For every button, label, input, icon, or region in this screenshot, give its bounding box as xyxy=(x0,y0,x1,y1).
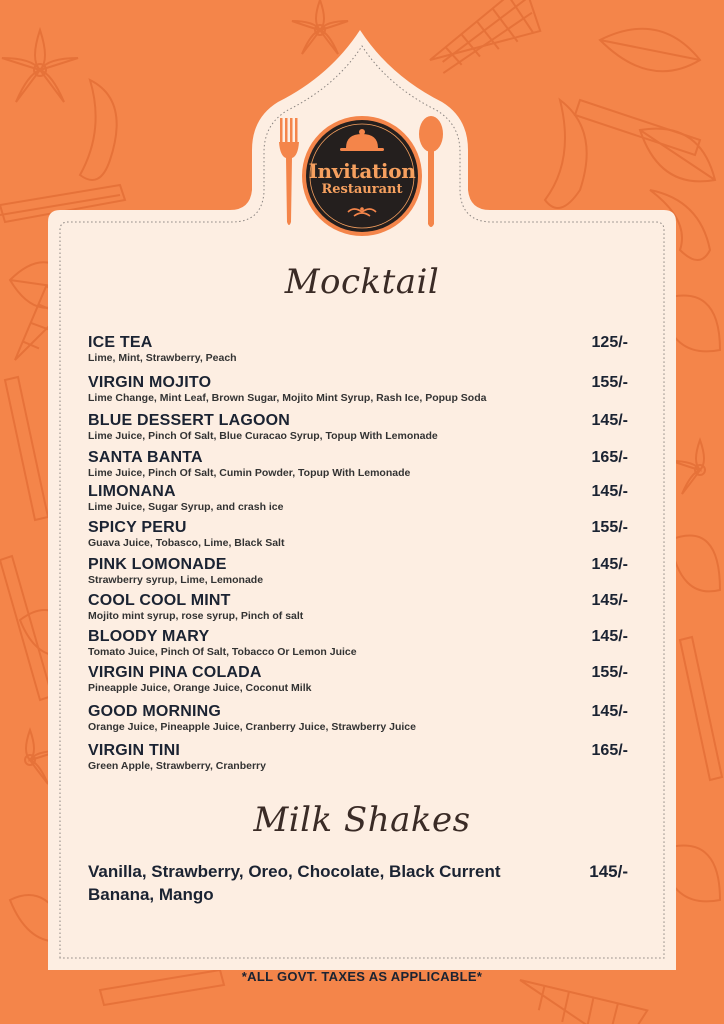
menu-item-name: VIRGIN PINA COLADA xyxy=(88,664,262,681)
menu-item-description: Lime Juice, Pinch Of Salt, Blue Curacao Syrup, Topup With Lemonade xyxy=(88,430,438,442)
menu-item-name: PINK LOMONADE xyxy=(88,556,227,573)
restaurant-logo xyxy=(276,112,448,240)
menu-item-price: 165/- xyxy=(591,742,628,759)
menu-item-price: 145/- xyxy=(591,483,628,500)
menu-item-name: GOOD MORNING xyxy=(88,703,222,720)
menu-item xyxy=(88,482,628,514)
menu-item-name: ICE TEA xyxy=(88,334,153,351)
menu-item xyxy=(88,411,628,443)
menu-item xyxy=(88,373,628,405)
spoon-icon xyxy=(419,116,443,227)
logo-title: Invitation xyxy=(308,159,416,183)
menu-item-price: 165/- xyxy=(591,449,628,466)
menu-item-name: VIRGIN TINI xyxy=(88,742,180,759)
menu-item-description: Lime Juice, Sugar Syrup, and crash ice xyxy=(88,501,284,513)
menu-item-description: Orange Juice, Pineapple Juice, Cranberry Juice, Strawberry Juice xyxy=(88,721,416,733)
menu-item-name: BLUE DESSERT LAGOON xyxy=(88,412,291,429)
tax-note: *ALL GOVT. TAXES AS APPLICABLE* xyxy=(241,969,483,984)
menu-item-price: 145/- xyxy=(591,628,628,645)
menu-item-description: Strawberry syrup, Lime, Lemonade xyxy=(88,574,264,586)
menu-item-price: 125/- xyxy=(591,334,628,351)
menu-item-description: Guava Juice, Tobasco, Lime, Black Salt xyxy=(88,537,285,549)
menu-item-name: SPICY PERU xyxy=(88,519,187,536)
menu-item-price: 145/- xyxy=(591,556,628,573)
menu-item xyxy=(88,741,628,773)
milkshakes-flavors-line2: Banana, Mango xyxy=(88,885,214,904)
section-title-milkshakes: Milk Shakes xyxy=(253,800,471,840)
menu-item-name: BLOODY MARY xyxy=(88,628,210,645)
menu-item-description: Lime Change, Mint Leaf, Brown Sugar, Mojito Mint Syrup, Rash Ice, Popup Soda xyxy=(88,392,487,404)
menu-item-price: 155/- xyxy=(591,664,628,681)
menu-item xyxy=(88,333,628,365)
menu-item-description: Tomato Juice, Pinch Of Salt, Tobacco Or Lemon Juice xyxy=(88,646,357,658)
menu-item-description: Green Apple, Strawberry, Cranberry xyxy=(88,760,266,772)
menu-item-price: 155/- xyxy=(591,374,628,391)
menu-item xyxy=(88,448,628,480)
menu-item xyxy=(88,627,628,659)
section-title-mocktail: Mocktail xyxy=(284,262,440,302)
menu-item-price: 155/- xyxy=(591,519,628,536)
menu-item-name: LIMONANA xyxy=(88,483,176,500)
menu-item xyxy=(88,702,628,734)
menu-item-description: Pineapple Juice, Orange Juice, Coconut Milk xyxy=(88,682,312,694)
fork-icon xyxy=(279,118,299,225)
menu-item-price: 145/- xyxy=(591,703,628,720)
menu-item xyxy=(88,518,628,550)
menu-item-price: 145/- xyxy=(591,592,628,609)
logo-subtitle: Restaurant xyxy=(321,182,403,197)
menu-item-description: Lime Juice, Pinch Of Salt, Cumin Powder, Topup With Lemonade xyxy=(88,467,411,479)
milkshakes-price: 145/- xyxy=(589,862,628,881)
milkshakes-flavors-line1: Vanilla, Strawberry, Oreo, Chocolate, Black Current xyxy=(88,862,501,881)
menu-item-description: Lime, Mint, Strawberry, Peach xyxy=(88,352,237,364)
menu-item xyxy=(88,591,628,623)
menu-item xyxy=(88,555,628,587)
menu-item-name: VIRGIN MOJITO xyxy=(88,374,212,391)
menu-item xyxy=(88,663,628,695)
menu-item-name: COOL COOL MINT xyxy=(88,592,231,609)
menu-item-price: 145/- xyxy=(591,412,628,429)
milkshakes-item xyxy=(88,860,628,906)
menu-item-description: Mojito mint syrup, rose syrup, Pinch of salt xyxy=(88,610,304,622)
menu-item-name: SANTA BANTA xyxy=(88,449,203,466)
